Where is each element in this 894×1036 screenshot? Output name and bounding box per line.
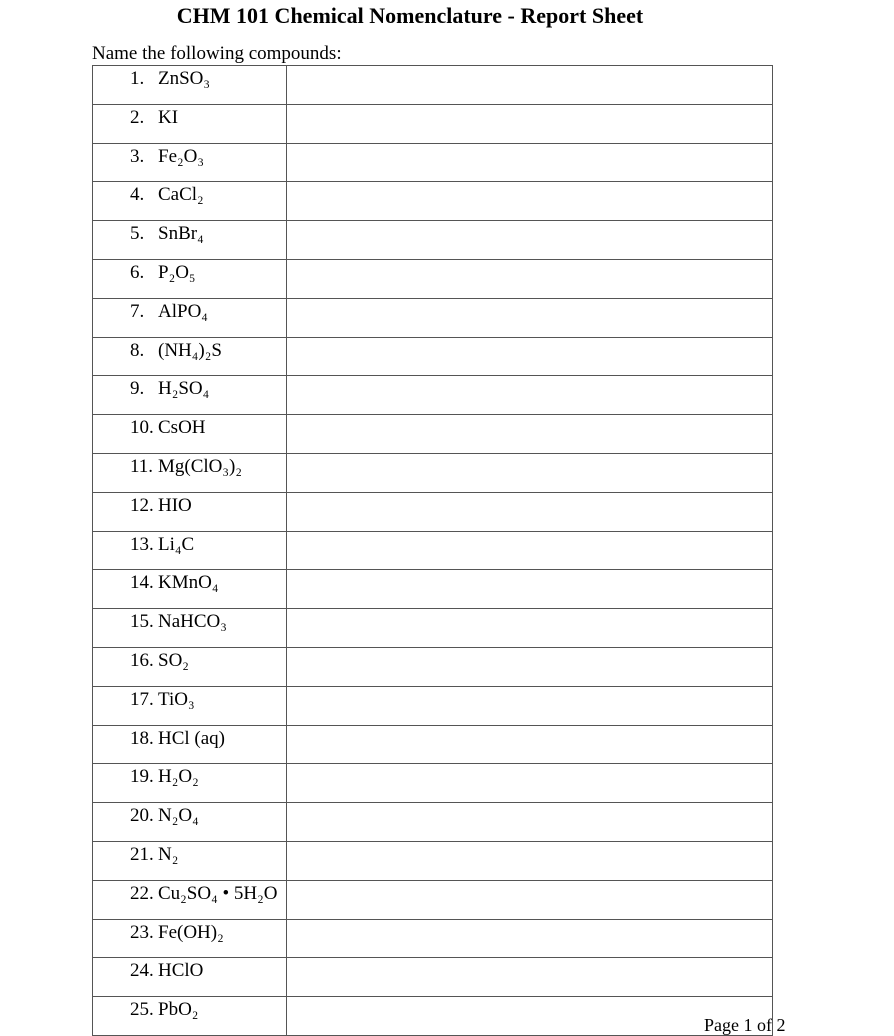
answer-field[interactable] xyxy=(287,415,772,450)
question-cell xyxy=(93,337,287,376)
question-number: 8. xyxy=(130,339,145,361)
compound-formula: PbO₂ xyxy=(158,999,199,1021)
question-row xyxy=(93,686,773,725)
question-number: 23. xyxy=(130,921,154,943)
question-cell xyxy=(93,764,287,803)
answer-cell xyxy=(287,570,773,609)
answer-cell xyxy=(287,531,773,570)
answer-field[interactable] xyxy=(287,920,772,955)
question-row xyxy=(93,764,773,803)
question-number: 6. xyxy=(130,261,145,283)
compound-formula: Li₄C xyxy=(158,533,195,555)
question-number: 21. xyxy=(130,843,154,865)
question-cell xyxy=(93,415,287,454)
answer-field[interactable] xyxy=(287,454,772,489)
question-cell xyxy=(93,803,287,842)
answer-cell xyxy=(287,609,773,648)
instructions: Name the following compounds: xyxy=(92,43,342,64)
answer-field[interactable] xyxy=(287,144,772,179)
question-row xyxy=(93,66,773,105)
question-cell xyxy=(93,376,287,415)
answer-field[interactable] xyxy=(287,997,772,1032)
answer-cell xyxy=(287,764,773,803)
answer-cell xyxy=(287,104,773,143)
question-row xyxy=(93,143,773,182)
compound-formula: HIO xyxy=(158,494,192,516)
answer-field[interactable] xyxy=(287,842,772,877)
answer-field[interactable] xyxy=(287,609,772,644)
compound-formula: KMnO₄ xyxy=(158,572,219,594)
question-cell xyxy=(93,919,287,958)
answer-cell xyxy=(287,725,773,764)
question-number: 15. xyxy=(130,611,154,633)
question-number: 12. xyxy=(130,494,154,516)
question-cell xyxy=(93,958,287,997)
answer-cell xyxy=(287,958,773,997)
answer-field[interactable] xyxy=(287,182,772,217)
question-row xyxy=(93,453,773,492)
question-number: 22. xyxy=(130,882,154,904)
question-row xyxy=(93,298,773,337)
question-cell xyxy=(93,841,287,880)
compound-formula: ZnSO₃ xyxy=(158,68,211,89)
question-cell xyxy=(93,259,287,298)
answer-cell xyxy=(287,376,773,415)
compound-formula: N₂ xyxy=(158,843,179,865)
answer-cell xyxy=(287,841,773,880)
compound-formula: SnBr₄ xyxy=(158,223,204,245)
answer-field[interactable] xyxy=(287,221,772,256)
answer-cell xyxy=(287,647,773,686)
compound-formula: Fe₂O₃ xyxy=(158,145,204,167)
answer-cell xyxy=(287,66,773,105)
compound-formula: CaCl₂ xyxy=(158,184,204,206)
question-cell xyxy=(93,686,287,725)
answer-field[interactable] xyxy=(287,260,772,295)
page-title: CHM 101 Chemical Nomenclature - Report Sheet xyxy=(176,3,644,28)
question-cell xyxy=(93,609,287,648)
answer-cell xyxy=(287,880,773,919)
compound-formula: TiO₃ xyxy=(158,688,195,710)
question-cell xyxy=(93,104,287,143)
compounds-table xyxy=(92,65,773,1036)
answer-field[interactable] xyxy=(287,764,772,799)
question-row xyxy=(93,997,773,1036)
answer-cell xyxy=(287,337,773,376)
answer-field[interactable] xyxy=(287,803,772,838)
page-number: Page 1 of 2 xyxy=(704,1015,786,1035)
question-row xyxy=(93,182,773,221)
question-number: 7. xyxy=(130,300,145,322)
question-row xyxy=(93,221,773,260)
answer-cell xyxy=(287,143,773,182)
answer-cell xyxy=(287,298,773,337)
answer-cell xyxy=(287,803,773,842)
question-row xyxy=(93,337,773,376)
answer-field[interactable] xyxy=(287,726,772,761)
question-number: 9. xyxy=(130,378,145,400)
answer-field[interactable] xyxy=(287,958,772,993)
compound-formula: N₂O₄ xyxy=(158,805,199,827)
answer-field[interactable] xyxy=(287,376,772,411)
question-cell xyxy=(93,182,287,221)
answer-field[interactable] xyxy=(287,570,772,605)
compound-formula: Cu₂SO₄ • 5H₂O xyxy=(158,882,278,904)
answer-cell xyxy=(287,221,773,260)
question-number: 3. xyxy=(130,145,145,167)
answer-cell xyxy=(287,686,773,725)
question-number: 10. xyxy=(130,417,154,439)
question-row xyxy=(93,841,773,880)
question-cell xyxy=(93,531,287,570)
compound-formula: H₂SO₄ xyxy=(158,378,210,400)
compound-formula: HCl (aq) xyxy=(158,727,226,749)
compound-formula: (NH₄)₂S xyxy=(158,339,222,361)
compound-formula: CsOH xyxy=(158,417,206,439)
question-row xyxy=(93,647,773,686)
question-cell xyxy=(93,492,287,531)
question-row xyxy=(93,531,773,570)
question-number: 20. xyxy=(130,805,154,827)
question-row xyxy=(93,376,773,415)
answer-field[interactable] xyxy=(287,105,772,140)
answer-cell xyxy=(287,453,773,492)
compound-formula: AlPO₄ xyxy=(158,300,208,322)
answer-field[interactable] xyxy=(287,532,772,567)
question-cell xyxy=(93,221,287,260)
question-number: 19. xyxy=(130,766,154,788)
question-row xyxy=(93,609,773,648)
question-row xyxy=(93,492,773,531)
question-row xyxy=(93,919,773,958)
question-row xyxy=(93,570,773,609)
question-number: 17. xyxy=(130,688,154,710)
question-number: 11. xyxy=(130,455,154,477)
question-number: 14. xyxy=(130,572,154,594)
question-number: 25. xyxy=(130,999,154,1021)
answer-field[interactable] xyxy=(287,338,772,373)
question-row xyxy=(93,725,773,764)
question-number: 4. xyxy=(130,184,145,206)
question-row xyxy=(93,415,773,454)
compound-formula: NaHCO₃ xyxy=(158,611,227,633)
question-cell xyxy=(93,298,287,337)
question-cell xyxy=(93,647,287,686)
question-number: 5. xyxy=(130,223,145,245)
compound-formula: KI xyxy=(158,106,179,128)
answer-field[interactable] xyxy=(287,493,772,528)
question-number: 16. xyxy=(130,649,154,671)
answer-cell xyxy=(287,259,773,298)
question-cell xyxy=(93,997,287,1036)
question-number: 24. xyxy=(130,960,154,982)
compound-formula: Fe(OH)₂ xyxy=(158,921,224,943)
answer-cell xyxy=(287,997,773,1036)
compound-formula: SO₂ xyxy=(158,649,189,671)
question-cell xyxy=(93,725,287,764)
question-number: 18. xyxy=(130,727,154,749)
compound-formula: HClO xyxy=(158,960,204,982)
answer-cell xyxy=(287,919,773,958)
question-cell xyxy=(93,66,287,105)
compound-formula: P₂O₅ xyxy=(158,261,196,283)
question-row xyxy=(93,104,773,143)
answer-field[interactable] xyxy=(287,299,772,334)
compound-formula: Mg(ClO₃)₂ xyxy=(158,455,242,477)
question-cell xyxy=(93,453,287,492)
question-row xyxy=(93,880,773,919)
question-row xyxy=(93,803,773,842)
answer-cell xyxy=(287,415,773,454)
question-cell xyxy=(93,880,287,919)
question-row xyxy=(93,958,773,997)
answer-cell xyxy=(287,492,773,531)
answer-field[interactable] xyxy=(287,881,772,916)
question-number: 1. xyxy=(130,68,145,89)
question-number: 13. xyxy=(130,533,154,555)
answer-field[interactable] xyxy=(287,648,772,683)
question-number: 2. xyxy=(130,106,145,128)
compound-formula: H₂O₂ xyxy=(158,766,199,788)
answer-cell xyxy=(287,182,773,221)
question-row xyxy=(93,259,773,298)
question-rows xyxy=(93,66,773,1036)
question-cell xyxy=(93,143,287,182)
question-cell xyxy=(93,570,287,609)
answer-field[interactable] xyxy=(287,66,772,101)
answer-field[interactable] xyxy=(287,687,772,722)
